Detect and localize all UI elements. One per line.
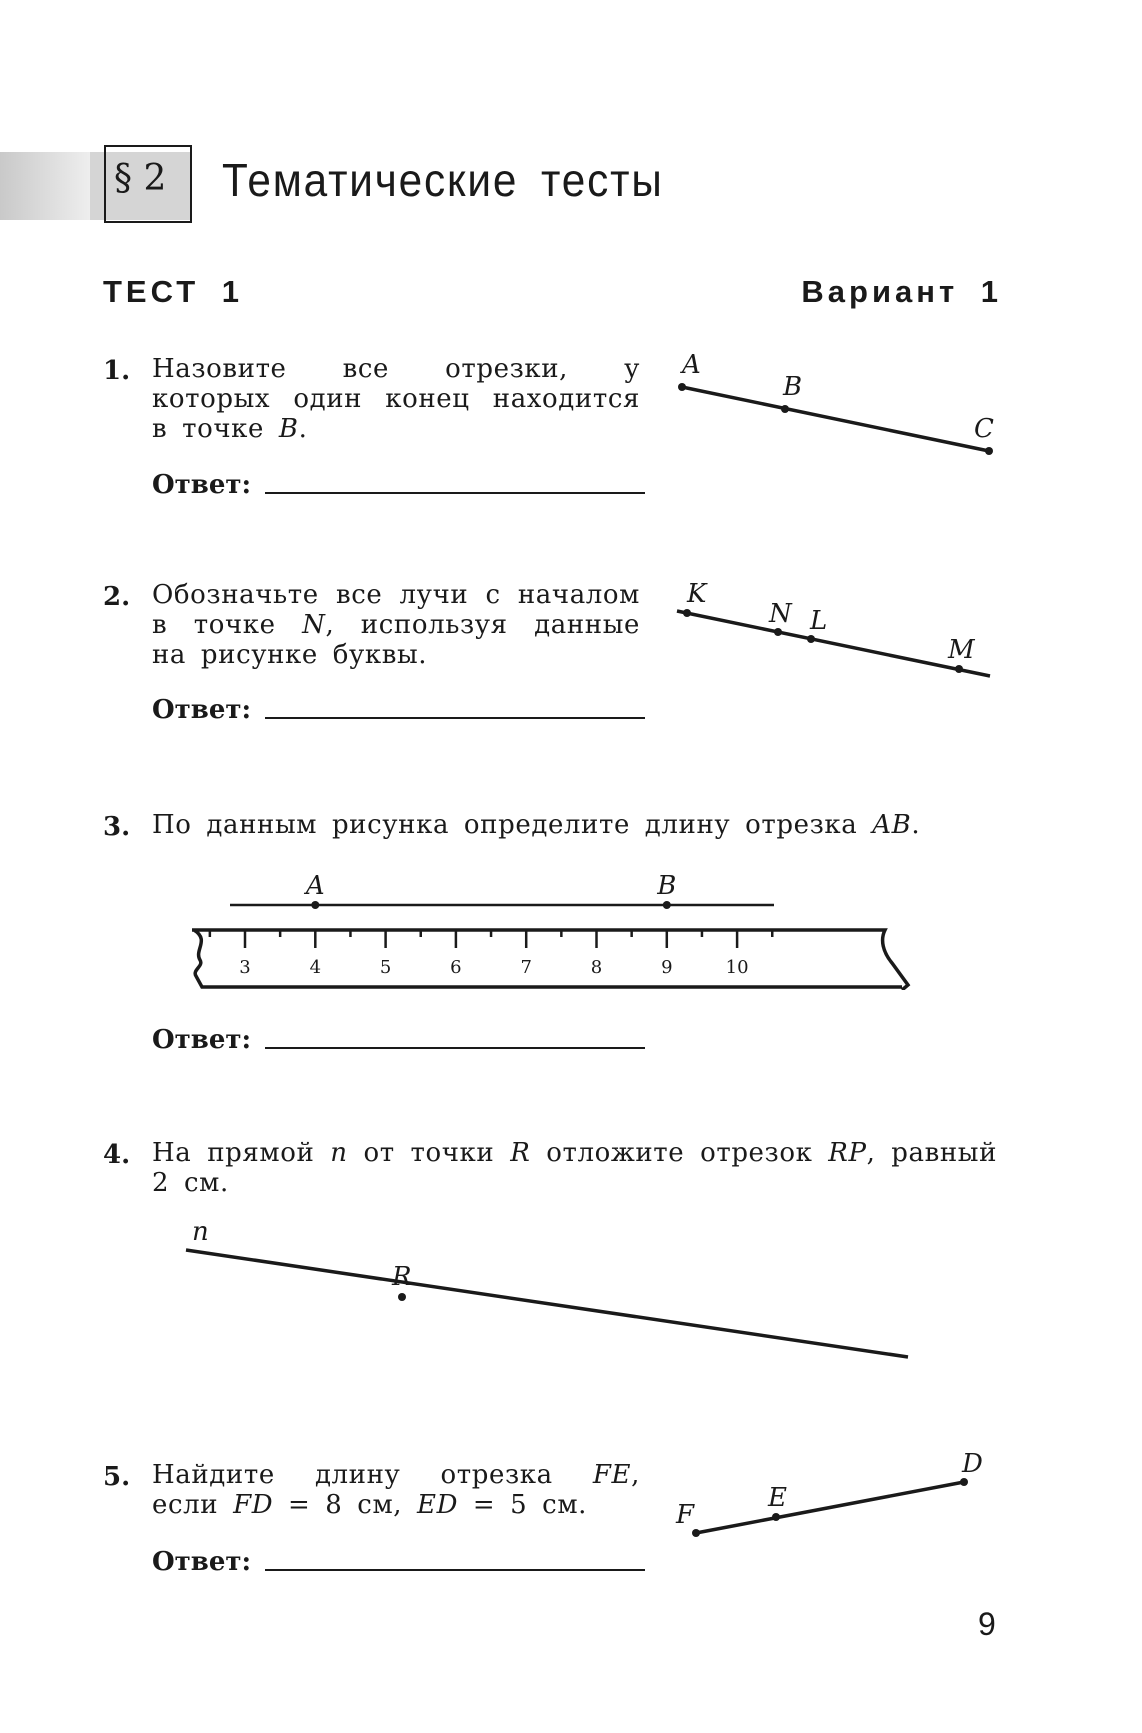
- label-b: B: [783, 372, 803, 402]
- question-5-answer: [152, 1547, 645, 1577]
- line-km: [677, 611, 990, 676]
- answer-label: Ответ:: [152, 1547, 252, 1577]
- figure-line-knlm: [660, 570, 1020, 690]
- question-5-text: Найдите длину отрезка FE, если FD = 8 см, ED = 5 см.: [152, 1460, 640, 1520]
- point-c: [985, 447, 993, 455]
- page-number: 9: [978, 1606, 996, 1642]
- page-title: Тематические тесты: [222, 154, 664, 206]
- label-a: A: [305, 871, 325, 901]
- point-n: [774, 628, 782, 636]
- point-f: [692, 1529, 700, 1537]
- segment-fd: [696, 1482, 964, 1533]
- label-r: R: [392, 1262, 412, 1292]
- question-3-text: По данным рисунка определите длину отрезка AB.: [152, 810, 921, 840]
- point-r: [398, 1293, 406, 1301]
- ruler-tick-label: 5: [379, 957, 392, 978]
- question-4-number: 4.: [103, 1140, 131, 1170]
- answer-label: Ответ:: [152, 695, 252, 725]
- point-a: [678, 383, 686, 391]
- answer-label: Ответ:: [152, 1025, 252, 1055]
- label-d: D: [962, 1450, 983, 1479]
- question-1-answer: [152, 470, 645, 500]
- line-n: [186, 1250, 908, 1357]
- label-l: L: [810, 606, 828, 636]
- point-l: [807, 635, 815, 643]
- segment-ac: [682, 387, 989, 451]
- point-m: [955, 665, 963, 673]
- question-4-text: На прямой n от точки R отложите отрезок RP, равный 2 см.: [152, 1138, 998, 1198]
- point-d: [960, 1478, 968, 1486]
- ruler-tick-label: 4: [309, 957, 322, 978]
- ruler-tick-label: 7: [520, 957, 532, 978]
- answer-input-line[interactable]: [265, 492, 645, 494]
- ruler-outline: [192, 930, 908, 990]
- label-b: B: [657, 871, 677, 901]
- variant-label: Вариант 1: [801, 274, 1002, 309]
- question-3-number: 3.: [103, 812, 131, 842]
- test-label: ТЕСТ 1: [103, 274, 244, 309]
- header-gradient-bar: [0, 152, 100, 220]
- answer-label: Ответ:: [152, 470, 252, 500]
- ruler-tick-label: 8: [590, 957, 603, 978]
- question-3-answer: [152, 1025, 645, 1055]
- ruler-tick-label: 10: [725, 957, 749, 978]
- label-n: n: [192, 1220, 209, 1247]
- point-k: [683, 609, 691, 617]
- question-2-text: Обозначьте все лучи с началом в точке N, используя данные на рисунке буквы.: [152, 580, 640, 670]
- section-number: § 2: [114, 158, 167, 199]
- question-2-number: 2.: [103, 582, 131, 612]
- ruler-tick-label: 6: [450, 957, 462, 978]
- question-1-number: 1.: [103, 356, 131, 386]
- ruler-tick-label: 9: [661, 957, 673, 978]
- label-e: E: [768, 1483, 787, 1513]
- figure-ruler: [180, 870, 920, 990]
- ruler-ticks: [210, 930, 772, 978]
- label-k: K: [687, 579, 707, 609]
- figure-line-n: [170, 1220, 930, 1390]
- question-5-number: 5.: [103, 1462, 131, 1492]
- answer-input-line[interactable]: [265, 717, 645, 719]
- point-e: [772, 1513, 780, 1521]
- point-b: [663, 901, 671, 909]
- point-b: [781, 405, 789, 413]
- figure-segment-abc: [660, 340, 1020, 470]
- answer-input-line[interactable]: [265, 1047, 645, 1049]
- label-m: M: [948, 635, 975, 665]
- label-a: A: [682, 350, 701, 380]
- answer-input-line[interactable]: [265, 1569, 645, 1571]
- figure-segment-fed: [660, 1450, 1020, 1580]
- question-1-text: Назовите все отрезки, у которых один конец находится в точке B.: [152, 354, 640, 444]
- label-c: C: [974, 414, 994, 444]
- ruler-tick-label: 3: [239, 957, 251, 978]
- question-2-answer: [152, 695, 645, 725]
- label-n: N: [769, 599, 792, 629]
- label-f: F: [676, 1500, 695, 1530]
- point-a: [311, 901, 319, 909]
